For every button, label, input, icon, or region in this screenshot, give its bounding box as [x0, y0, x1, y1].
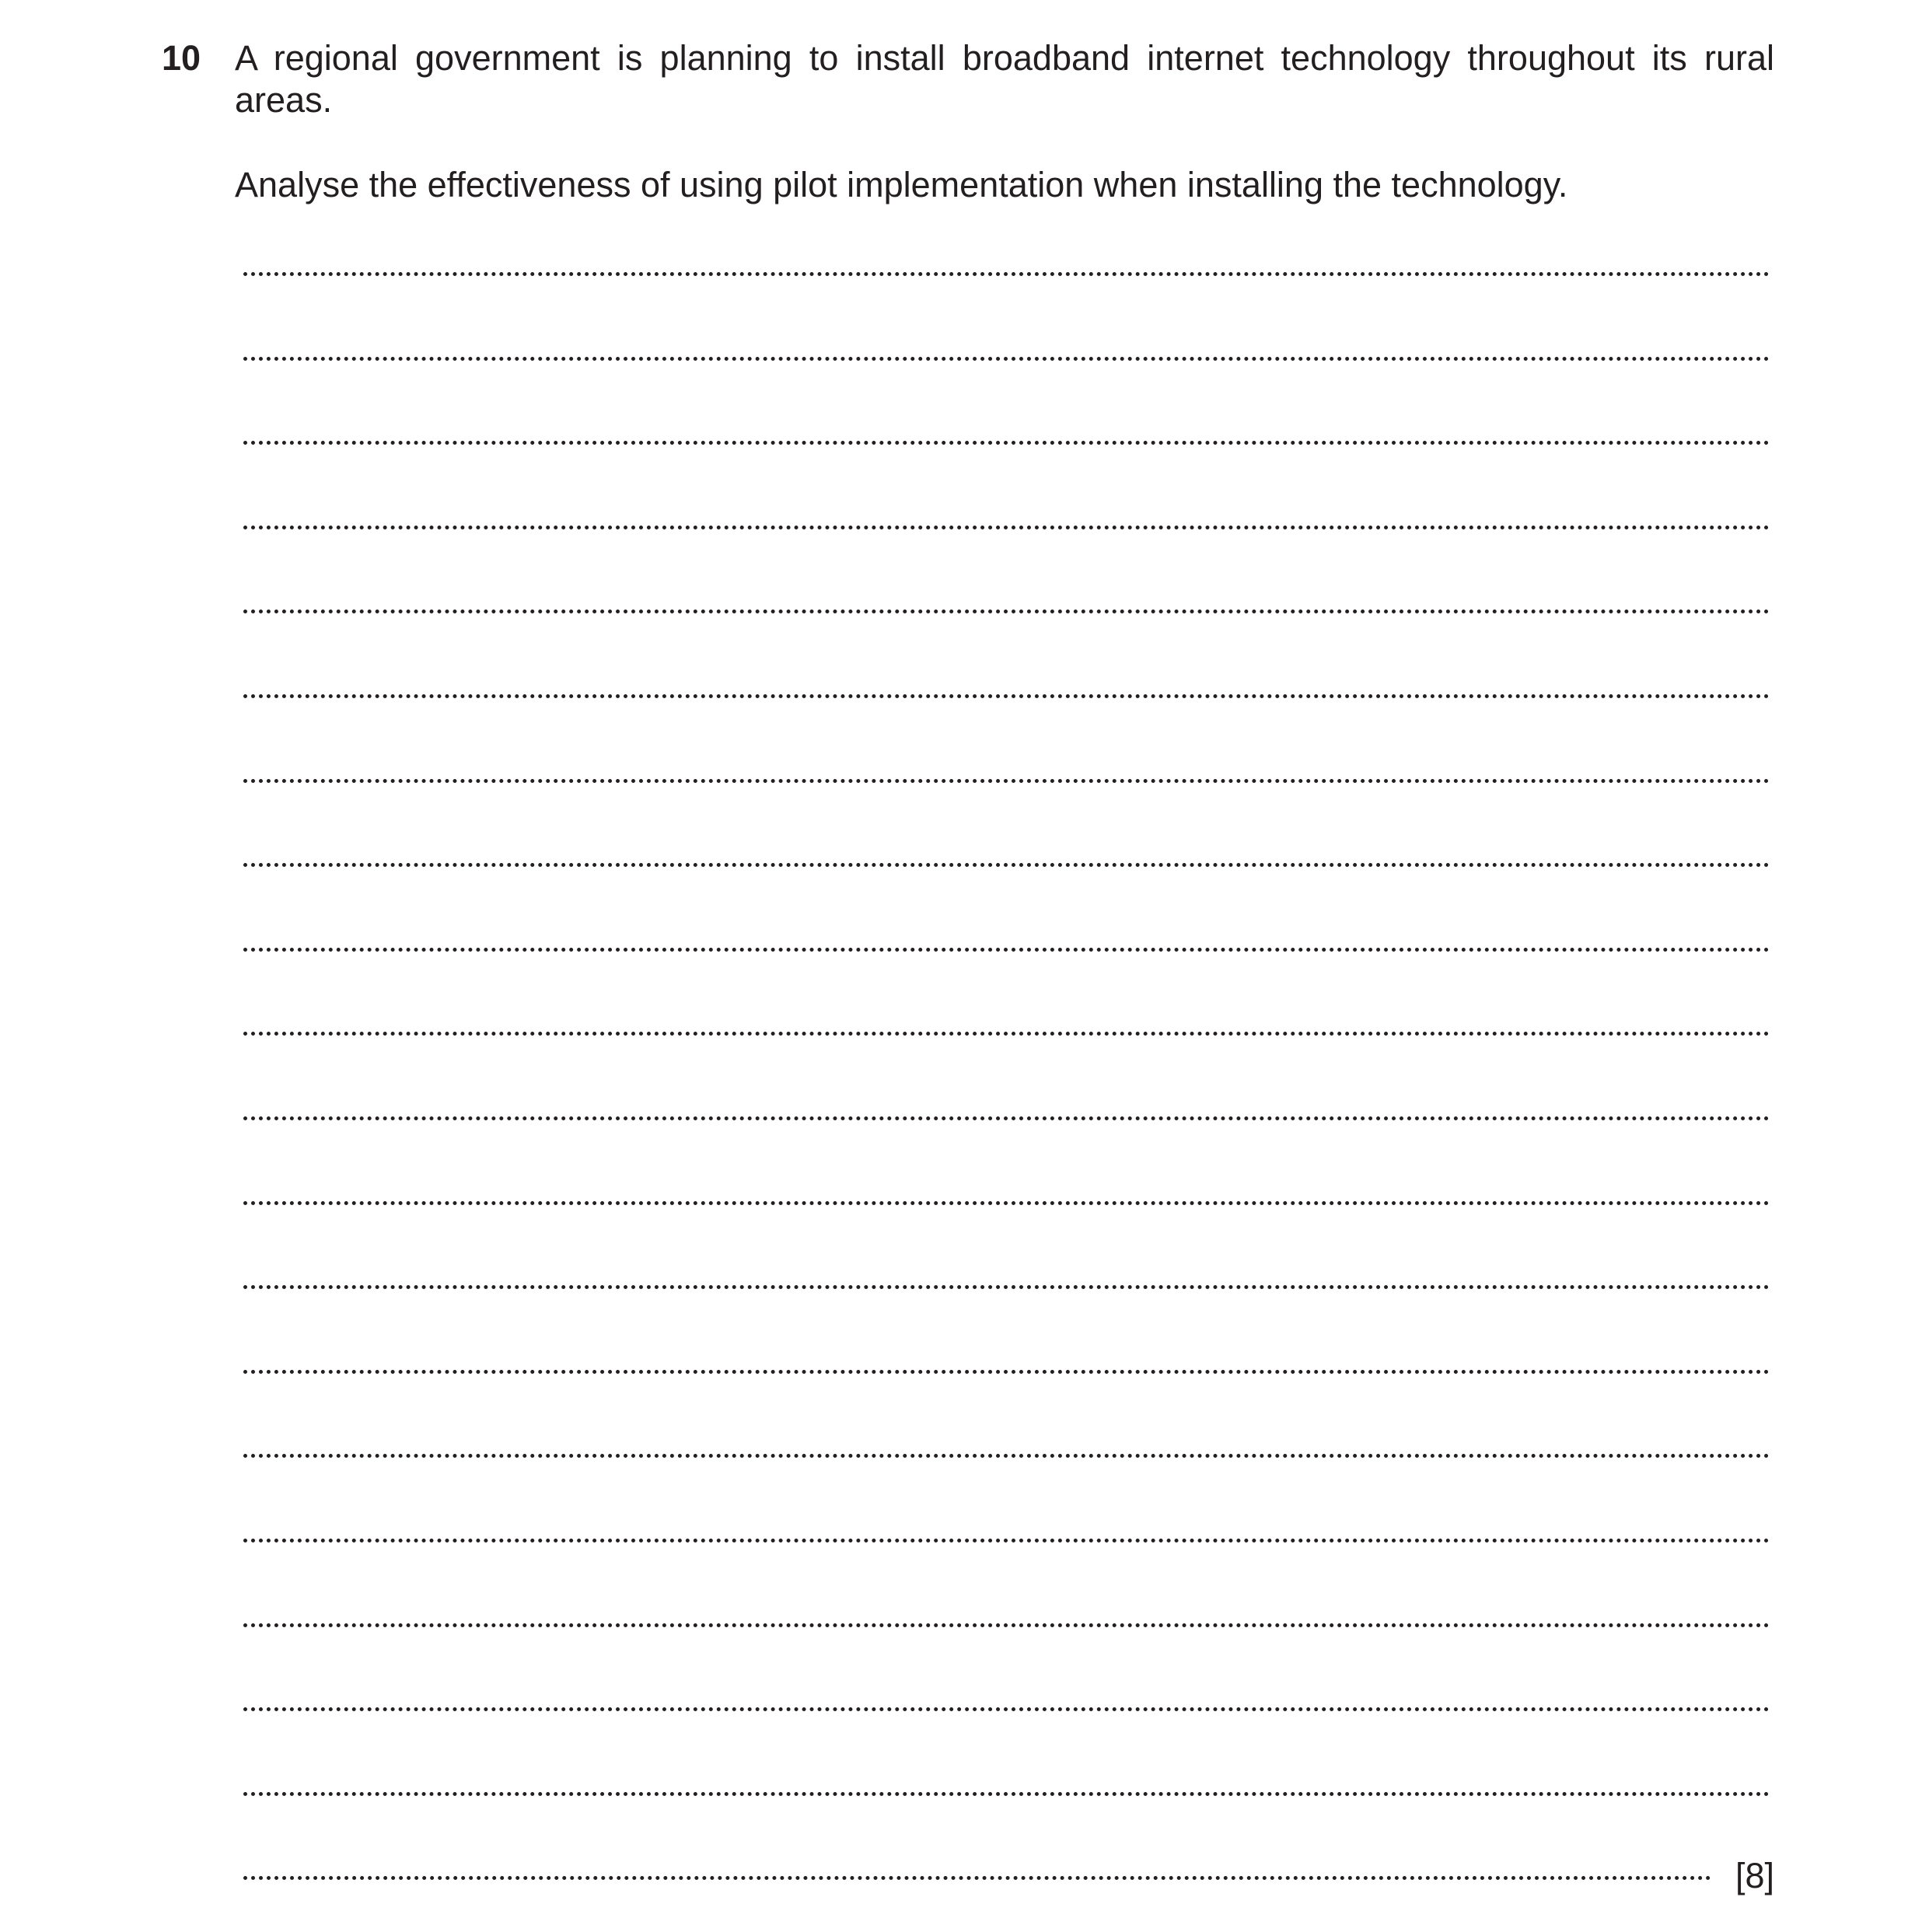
- answer-line[interactable]: [243, 526, 1770, 529]
- answer-line[interactable]: [243, 1623, 1770, 1627]
- answer-line[interactable]: [243, 1707, 1770, 1711]
- answer-line[interactable]: [243, 610, 1770, 613]
- answer-line[interactable]: [243, 863, 1770, 867]
- question-instruction: Analyse the effectiveness of using pilot implementation when installing the technology.: [235, 165, 1568, 204]
- answer-line[interactable]: [243, 1454, 1770, 1458]
- question-number: 10: [162, 38, 201, 78]
- answer-line[interactable]: [243, 779, 1770, 783]
- answer-line[interactable]: [243, 1201, 1770, 1205]
- question-text: A regional government is planning to install broadband internet technology throughout its rural areas.: [235, 38, 1774, 120]
- answer-line[interactable]: [243, 1876, 1711, 1880]
- answer-line[interactable]: [243, 1792, 1770, 1796]
- answer-line[interactable]: [243, 948, 1770, 952]
- answer-line[interactable]: [243, 1539, 1770, 1542]
- answer-line[interactable]: [243, 1370, 1770, 1374]
- answer-line[interactable]: [243, 694, 1770, 698]
- answer-line[interactable]: [243, 1285, 1770, 1289]
- answer-line[interactable]: [243, 441, 1770, 445]
- answer-line[interactable]: [243, 272, 1770, 276]
- answer-line[interactable]: [243, 1032, 1770, 1036]
- answer-line[interactable]: [243, 357, 1770, 361]
- answer-line[interactable]: [243, 1116, 1770, 1120]
- marks-label: [8]: [1735, 1856, 1775, 1895]
